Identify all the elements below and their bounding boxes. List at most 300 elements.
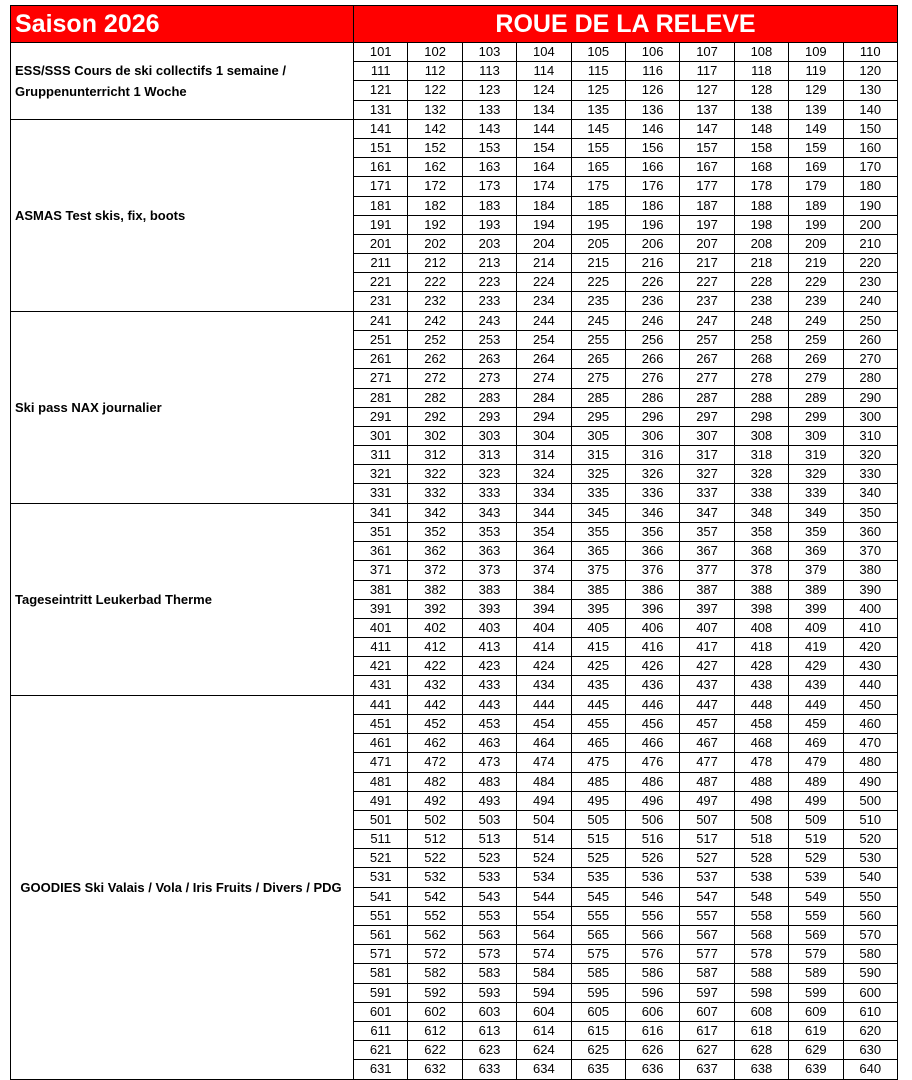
number-cell[interactable]: 198 <box>735 216 789 235</box>
number-cell[interactable]: 252 <box>408 331 462 350</box>
number-cell[interactable]: 137 <box>680 101 734 120</box>
number-cell[interactable]: 524 <box>517 849 571 868</box>
number-cell[interactable]: 404 <box>517 619 571 638</box>
number-cell[interactable]: 255 <box>572 331 626 350</box>
number-cell[interactable]: 412 <box>408 638 462 657</box>
number-cell[interactable]: 441 <box>354 696 408 715</box>
number-cell[interactable]: 617 <box>680 1022 734 1041</box>
number-cell[interactable]: 464 <box>517 734 571 753</box>
number-cell[interactable]: 268 <box>735 350 789 369</box>
number-cell[interactable]: 346 <box>626 504 680 523</box>
number-cell[interactable]: 213 <box>463 254 517 273</box>
number-cell[interactable]: 401 <box>354 619 408 638</box>
number-cell[interactable]: 212 <box>408 254 462 273</box>
number-cell[interactable]: 407 <box>680 619 734 638</box>
number-cell[interactable]: 370 <box>844 542 898 561</box>
number-cell[interactable]: 537 <box>680 868 734 887</box>
number-cell[interactable]: 544 <box>517 888 571 907</box>
number-cell[interactable]: 562 <box>408 926 462 945</box>
number-cell[interactable]: 442 <box>408 696 462 715</box>
number-cell[interactable]: 447 <box>680 696 734 715</box>
number-cell[interactable]: 144 <box>517 120 571 139</box>
number-cell[interactable]: 508 <box>735 811 789 830</box>
number-cell[interactable]: 250 <box>844 312 898 331</box>
number-cell[interactable]: 540 <box>844 868 898 887</box>
number-cell[interactable]: 159 <box>789 139 843 158</box>
number-cell[interactable]: 466 <box>626 734 680 753</box>
number-cell[interactable]: 369 <box>789 542 843 561</box>
number-cell[interactable]: 456 <box>626 715 680 734</box>
number-cell[interactable]: 522 <box>408 849 462 868</box>
number-cell[interactable]: 184 <box>517 197 571 216</box>
number-cell[interactable]: 367 <box>680 542 734 561</box>
number-cell[interactable]: 232 <box>408 292 462 311</box>
number-cell[interactable]: 568 <box>735 926 789 945</box>
number-cell[interactable]: 199 <box>789 216 843 235</box>
number-cell[interactable]: 156 <box>626 139 680 158</box>
number-cell[interactable]: 128 <box>735 81 789 100</box>
number-cell[interactable]: 605 <box>572 1003 626 1022</box>
number-cell[interactable]: 448 <box>735 696 789 715</box>
number-cell[interactable]: 222 <box>408 273 462 292</box>
number-cell[interactable]: 393 <box>463 600 517 619</box>
number-cell[interactable]: 395 <box>572 600 626 619</box>
number-cell[interactable]: 297 <box>680 408 734 427</box>
number-cell[interactable]: 337 <box>680 484 734 503</box>
number-cell[interactable]: 532 <box>408 868 462 887</box>
number-cell[interactable]: 583 <box>463 964 517 983</box>
number-cell[interactable]: 366 <box>626 542 680 561</box>
number-cell[interactable]: 150 <box>844 120 898 139</box>
number-cell[interactable]: 602 <box>408 1003 462 1022</box>
number-cell[interactable]: 511 <box>354 830 408 849</box>
number-cell[interactable]: 235 <box>572 292 626 311</box>
number-cell[interactable]: 403 <box>463 619 517 638</box>
number-cell[interactable]: 324 <box>517 465 571 484</box>
number-cell[interactable]: 637 <box>680 1060 734 1079</box>
number-cell[interactable]: 181 <box>354 197 408 216</box>
number-cell[interactable]: 131 <box>354 101 408 120</box>
number-cell[interactable]: 459 <box>789 715 843 734</box>
number-cell[interactable]: 298 <box>735 408 789 427</box>
number-cell[interactable]: 171 <box>354 177 408 196</box>
number-cell[interactable]: 344 <box>517 504 571 523</box>
season-title[interactable]: Saison 2026 <box>10 5 354 43</box>
number-cell[interactable]: 147 <box>680 120 734 139</box>
number-cell[interactable]: 536 <box>626 868 680 887</box>
number-cell[interactable]: 440 <box>844 676 898 695</box>
number-cell[interactable]: 446 <box>626 696 680 715</box>
number-cell[interactable]: 638 <box>735 1060 789 1079</box>
number-cell[interactable]: 509 <box>789 811 843 830</box>
number-cell[interactable]: 233 <box>463 292 517 311</box>
number-cell[interactable]: 136 <box>626 101 680 120</box>
number-cell[interactable]: 246 <box>626 312 680 331</box>
number-cell[interactable]: 608 <box>735 1003 789 1022</box>
number-cell[interactable]: 249 <box>789 312 843 331</box>
number-cell[interactable]: 378 <box>735 561 789 580</box>
number-cell[interactable]: 380 <box>844 561 898 580</box>
number-cell[interactable]: 392 <box>408 600 462 619</box>
number-cell[interactable]: 371 <box>354 561 408 580</box>
number-cell[interactable]: 593 <box>463 984 517 1003</box>
number-cell[interactable]: 538 <box>735 868 789 887</box>
number-cell[interactable]: 358 <box>735 523 789 542</box>
number-cell[interactable]: 476 <box>626 753 680 772</box>
number-cell[interactable]: 266 <box>626 350 680 369</box>
number-cell[interactable]: 374 <box>517 561 571 580</box>
number-cell[interactable]: 210 <box>844 235 898 254</box>
number-cell[interactable]: 432 <box>408 676 462 695</box>
number-cell[interactable]: 555 <box>572 907 626 926</box>
number-cell[interactable]: 616 <box>626 1022 680 1041</box>
number-cell[interactable]: 244 <box>517 312 571 331</box>
number-cell[interactable]: 352 <box>408 523 462 542</box>
number-cell[interactable]: 594 <box>517 984 571 1003</box>
number-cell[interactable]: 373 <box>463 561 517 580</box>
number-cell[interactable]: 469 <box>789 734 843 753</box>
number-cell[interactable]: 209 <box>789 235 843 254</box>
number-cell[interactable]: 143 <box>463 120 517 139</box>
number-cell[interactable]: 333 <box>463 484 517 503</box>
number-cell[interactable]: 170 <box>844 158 898 177</box>
number-cell[interactable]: 585 <box>572 964 626 983</box>
number-cell[interactable]: 556 <box>626 907 680 926</box>
number-cell[interactable]: 368 <box>735 542 789 561</box>
number-cell[interactable]: 581 <box>354 964 408 983</box>
number-cell[interactable]: 133 <box>463 101 517 120</box>
number-cell[interactable]: 521 <box>354 849 408 868</box>
number-cell[interactable]: 499 <box>789 792 843 811</box>
number-cell[interactable]: 415 <box>572 638 626 657</box>
number-cell[interactable]: 152 <box>408 139 462 158</box>
number-cell[interactable]: 576 <box>626 945 680 964</box>
number-cell[interactable]: 483 <box>463 773 517 792</box>
number-cell[interactable]: 201 <box>354 235 408 254</box>
number-cell[interactable]: 292 <box>408 408 462 427</box>
number-cell[interactable]: 274 <box>517 369 571 388</box>
number-cell[interactable]: 176 <box>626 177 680 196</box>
number-cell[interactable]: 396 <box>626 600 680 619</box>
number-cell[interactable]: 422 <box>408 657 462 676</box>
number-cell[interactable]: 286 <box>626 389 680 408</box>
number-cell[interactable]: 310 <box>844 427 898 446</box>
number-cell[interactable]: 189 <box>789 197 843 216</box>
number-cell[interactable]: 515 <box>572 830 626 849</box>
number-cell[interactable]: 589 <box>789 964 843 983</box>
number-cell[interactable]: 494 <box>517 792 571 811</box>
number-cell[interactable]: 105 <box>572 43 626 62</box>
number-cell[interactable]: 110 <box>844 43 898 62</box>
number-cell[interactable]: 437 <box>680 676 734 695</box>
number-cell[interactable]: 510 <box>844 811 898 830</box>
number-cell[interactable]: 457 <box>680 715 734 734</box>
number-cell[interactable]: 328 <box>735 465 789 484</box>
number-cell[interactable]: 485 <box>572 773 626 792</box>
number-cell[interactable]: 606 <box>626 1003 680 1022</box>
number-cell[interactable]: 375 <box>572 561 626 580</box>
number-cell[interactable]: 275 <box>572 369 626 388</box>
number-cell[interactable]: 426 <box>626 657 680 676</box>
number-cell[interactable]: 168 <box>735 158 789 177</box>
number-cell[interactable]: 174 <box>517 177 571 196</box>
number-cell[interactable]: 306 <box>626 427 680 446</box>
number-cell[interactable]: 627 <box>680 1041 734 1060</box>
number-cell[interactable]: 514 <box>517 830 571 849</box>
number-cell[interactable]: 388 <box>735 581 789 600</box>
number-cell[interactable]: 141 <box>354 120 408 139</box>
number-cell[interactable]: 188 <box>735 197 789 216</box>
number-cell[interactable]: 217 <box>680 254 734 273</box>
number-cell[interactable]: 208 <box>735 235 789 254</box>
number-cell[interactable]: 615 <box>572 1022 626 1041</box>
number-cell[interactable]: 204 <box>517 235 571 254</box>
number-cell[interactable]: 216 <box>626 254 680 273</box>
number-cell[interactable]: 229 <box>789 273 843 292</box>
number-cell[interactable]: 247 <box>680 312 734 331</box>
number-cell[interactable]: 241 <box>354 312 408 331</box>
number-cell[interactable]: 173 <box>463 177 517 196</box>
number-cell[interactable]: 503 <box>463 811 517 830</box>
number-cell[interactable]: 335 <box>572 484 626 503</box>
number-cell[interactable]: 164 <box>517 158 571 177</box>
number-cell[interactable]: 230 <box>844 273 898 292</box>
number-cell[interactable]: 294 <box>517 408 571 427</box>
number-cell[interactable]: 372 <box>408 561 462 580</box>
number-cell[interactable]: 365 <box>572 542 626 561</box>
number-cell[interactable]: 496 <box>626 792 680 811</box>
number-cell[interactable]: 390 <box>844 581 898 600</box>
number-cell[interactable]: 185 <box>572 197 626 216</box>
number-cell[interactable]: 449 <box>789 696 843 715</box>
number-cell[interactable]: 512 <box>408 830 462 849</box>
number-cell[interactable]: 211 <box>354 254 408 273</box>
number-cell[interactable]: 504 <box>517 811 571 830</box>
section-label[interactable] <box>10 43 354 120</box>
number-cell[interactable]: 559 <box>789 907 843 926</box>
table-title[interactable]: ROUE DE LA RELEVE <box>354 5 898 43</box>
number-cell[interactable]: 400 <box>844 600 898 619</box>
number-cell[interactable]: 169 <box>789 158 843 177</box>
number-cell[interactable]: 103 <box>463 43 517 62</box>
number-cell[interactable]: 182 <box>408 197 462 216</box>
number-cell[interactable]: 245 <box>572 312 626 331</box>
number-cell[interactable]: 263 <box>463 350 517 369</box>
number-cell[interactable]: 237 <box>680 292 734 311</box>
number-cell[interactable]: 379 <box>789 561 843 580</box>
number-cell[interactable]: 183 <box>463 197 517 216</box>
number-cell[interactable]: 488 <box>735 773 789 792</box>
number-cell[interactable]: 172 <box>408 177 462 196</box>
section-label[interactable] <box>10 504 354 696</box>
number-cell[interactable]: 558 <box>735 907 789 926</box>
number-cell[interactable]: 262 <box>408 350 462 369</box>
number-cell[interactable]: 564 <box>517 926 571 945</box>
number-cell[interactable]: 490 <box>844 773 898 792</box>
number-cell[interactable]: 436 <box>626 676 680 695</box>
number-cell[interactable]: 302 <box>408 427 462 446</box>
number-cell[interactable]: 193 <box>463 216 517 235</box>
number-cell[interactable]: 418 <box>735 638 789 657</box>
number-cell[interactable]: 607 <box>680 1003 734 1022</box>
number-cell[interactable]: 628 <box>735 1041 789 1060</box>
number-cell[interactable]: 626 <box>626 1041 680 1060</box>
number-cell[interactable]: 567 <box>680 926 734 945</box>
number-cell[interactable]: 139 <box>789 101 843 120</box>
number-cell[interactable]: 293 <box>463 408 517 427</box>
number-cell[interactable]: 586 <box>626 964 680 983</box>
number-cell[interactable]: 533 <box>463 868 517 887</box>
number-cell[interactable]: 330 <box>844 465 898 484</box>
number-cell[interactable]: 444 <box>517 696 571 715</box>
number-cell[interactable]: 592 <box>408 984 462 1003</box>
number-cell[interactable]: 115 <box>572 62 626 81</box>
number-cell[interactable]: 633 <box>463 1060 517 1079</box>
number-cell[interactable]: 332 <box>408 484 462 503</box>
number-cell[interactable]: 467 <box>680 734 734 753</box>
number-cell[interactable]: 618 <box>735 1022 789 1041</box>
number-cell[interactable]: 557 <box>680 907 734 926</box>
number-cell[interactable]: 343 <box>463 504 517 523</box>
number-cell[interactable]: 243 <box>463 312 517 331</box>
number-cell[interactable]: 279 <box>789 369 843 388</box>
number-cell[interactable]: 166 <box>626 158 680 177</box>
number-cell[interactable]: 107 <box>680 43 734 62</box>
number-cell[interactable]: 364 <box>517 542 571 561</box>
number-cell[interactable]: 414 <box>517 638 571 657</box>
number-cell[interactable]: 402 <box>408 619 462 638</box>
number-cell[interactable]: 574 <box>517 945 571 964</box>
number-cell[interactable]: 187 <box>680 197 734 216</box>
number-cell[interactable]: 487 <box>680 773 734 792</box>
number-cell[interactable]: 420 <box>844 638 898 657</box>
number-cell[interactable]: 481 <box>354 773 408 792</box>
number-cell[interactable]: 622 <box>408 1041 462 1060</box>
number-cell[interactable]: 277 <box>680 369 734 388</box>
number-cell[interactable]: 124 <box>517 81 571 100</box>
number-cell[interactable]: 361 <box>354 542 408 561</box>
number-cell[interactable]: 554 <box>517 907 571 926</box>
number-cell[interactable]: 322 <box>408 465 462 484</box>
number-cell[interactable]: 631 <box>354 1060 408 1079</box>
number-cell[interactable]: 231 <box>354 292 408 311</box>
number-cell[interactable]: 411 <box>354 638 408 657</box>
number-cell[interactable]: 492 <box>408 792 462 811</box>
number-cell[interactable]: 158 <box>735 139 789 158</box>
number-cell[interactable]: 191 <box>354 216 408 235</box>
number-cell[interactable]: 338 <box>735 484 789 503</box>
number-cell[interactable]: 202 <box>408 235 462 254</box>
number-cell[interactable]: 205 <box>572 235 626 254</box>
number-cell[interactable]: 421 <box>354 657 408 676</box>
number-cell[interactable]: 289 <box>789 389 843 408</box>
number-cell[interactable]: 635 <box>572 1060 626 1079</box>
number-cell[interactable]: 102 <box>408 43 462 62</box>
number-cell[interactable]: 625 <box>572 1041 626 1060</box>
number-cell[interactable]: 435 <box>572 676 626 695</box>
number-cell[interactable]: 539 <box>789 868 843 887</box>
number-cell[interactable]: 273 <box>463 369 517 388</box>
number-cell[interactable]: 101 <box>354 43 408 62</box>
number-cell[interactable]: 599 <box>789 984 843 1003</box>
number-cell[interactable]: 584 <box>517 964 571 983</box>
number-cell[interactable]: 630 <box>844 1041 898 1060</box>
number-cell[interactable]: 196 <box>626 216 680 235</box>
number-cell[interactable]: 353 <box>463 523 517 542</box>
number-cell[interactable]: 167 <box>680 158 734 177</box>
number-cell[interactable]: 261 <box>354 350 408 369</box>
number-cell[interactable]: 452 <box>408 715 462 734</box>
number-cell[interactable]: 238 <box>735 292 789 311</box>
number-cell[interactable]: 546 <box>626 888 680 907</box>
number-cell[interactable]: 387 <box>680 581 734 600</box>
number-cell[interactable]: 177 <box>680 177 734 196</box>
number-cell[interactable]: 354 <box>517 523 571 542</box>
number-cell[interactable]: 430 <box>844 657 898 676</box>
number-cell[interactable]: 461 <box>354 734 408 753</box>
number-cell[interactable]: 529 <box>789 849 843 868</box>
number-cell[interactable]: 458 <box>735 715 789 734</box>
number-cell[interactable]: 160 <box>844 139 898 158</box>
number-cell[interactable]: 639 <box>789 1060 843 1079</box>
number-cell[interactable]: 493 <box>463 792 517 811</box>
number-cell[interactable]: 350 <box>844 504 898 523</box>
number-cell[interactable]: 389 <box>789 581 843 600</box>
number-cell[interactable]: 356 <box>626 523 680 542</box>
number-cell[interactable]: 561 <box>354 926 408 945</box>
number-cell[interactable]: 501 <box>354 811 408 830</box>
number-cell[interactable]: 636 <box>626 1060 680 1079</box>
number-cell[interactable]: 363 <box>463 542 517 561</box>
number-cell[interactable]: 303 <box>463 427 517 446</box>
number-cell[interactable]: 455 <box>572 715 626 734</box>
number-cell[interactable]: 299 <box>789 408 843 427</box>
number-cell[interactable]: 505 <box>572 811 626 830</box>
number-cell[interactable]: 157 <box>680 139 734 158</box>
number-cell[interactable]: 295 <box>572 408 626 427</box>
number-cell[interactable]: 473 <box>463 753 517 772</box>
number-cell[interactable]: 308 <box>735 427 789 446</box>
number-cell[interactable]: 319 <box>789 446 843 465</box>
number-cell[interactable]: 632 <box>408 1060 462 1079</box>
number-cell[interactable]: 386 <box>626 581 680 600</box>
number-cell[interactable]: 248 <box>735 312 789 331</box>
number-cell[interactable]: 547 <box>680 888 734 907</box>
number-cell[interactable]: 314 <box>517 446 571 465</box>
number-cell[interactable]: 570 <box>844 926 898 945</box>
number-cell[interactable]: 178 <box>735 177 789 196</box>
number-cell[interactable]: 612 <box>408 1022 462 1041</box>
number-cell[interactable]: 145 <box>572 120 626 139</box>
number-cell[interactable]: 227 <box>680 273 734 292</box>
number-cell[interactable]: 240 <box>844 292 898 311</box>
number-cell[interactable]: 253 <box>463 331 517 350</box>
number-cell[interactable]: 348 <box>735 504 789 523</box>
number-cell[interactable]: 475 <box>572 753 626 772</box>
number-cell[interactable]: 384 <box>517 581 571 600</box>
number-cell[interactable]: 383 <box>463 581 517 600</box>
number-cell[interactable]: 489 <box>789 773 843 792</box>
number-cell[interactable]: 471 <box>354 753 408 772</box>
number-cell[interactable]: 410 <box>844 619 898 638</box>
number-cell[interactable]: 480 <box>844 753 898 772</box>
number-cell[interactable]: 318 <box>735 446 789 465</box>
number-cell[interactable]: 453 <box>463 715 517 734</box>
number-cell[interactable]: 218 <box>735 254 789 273</box>
number-cell[interactable]: 325 <box>572 465 626 484</box>
number-cell[interactable]: 113 <box>463 62 517 81</box>
number-cell[interactable]: 507 <box>680 811 734 830</box>
